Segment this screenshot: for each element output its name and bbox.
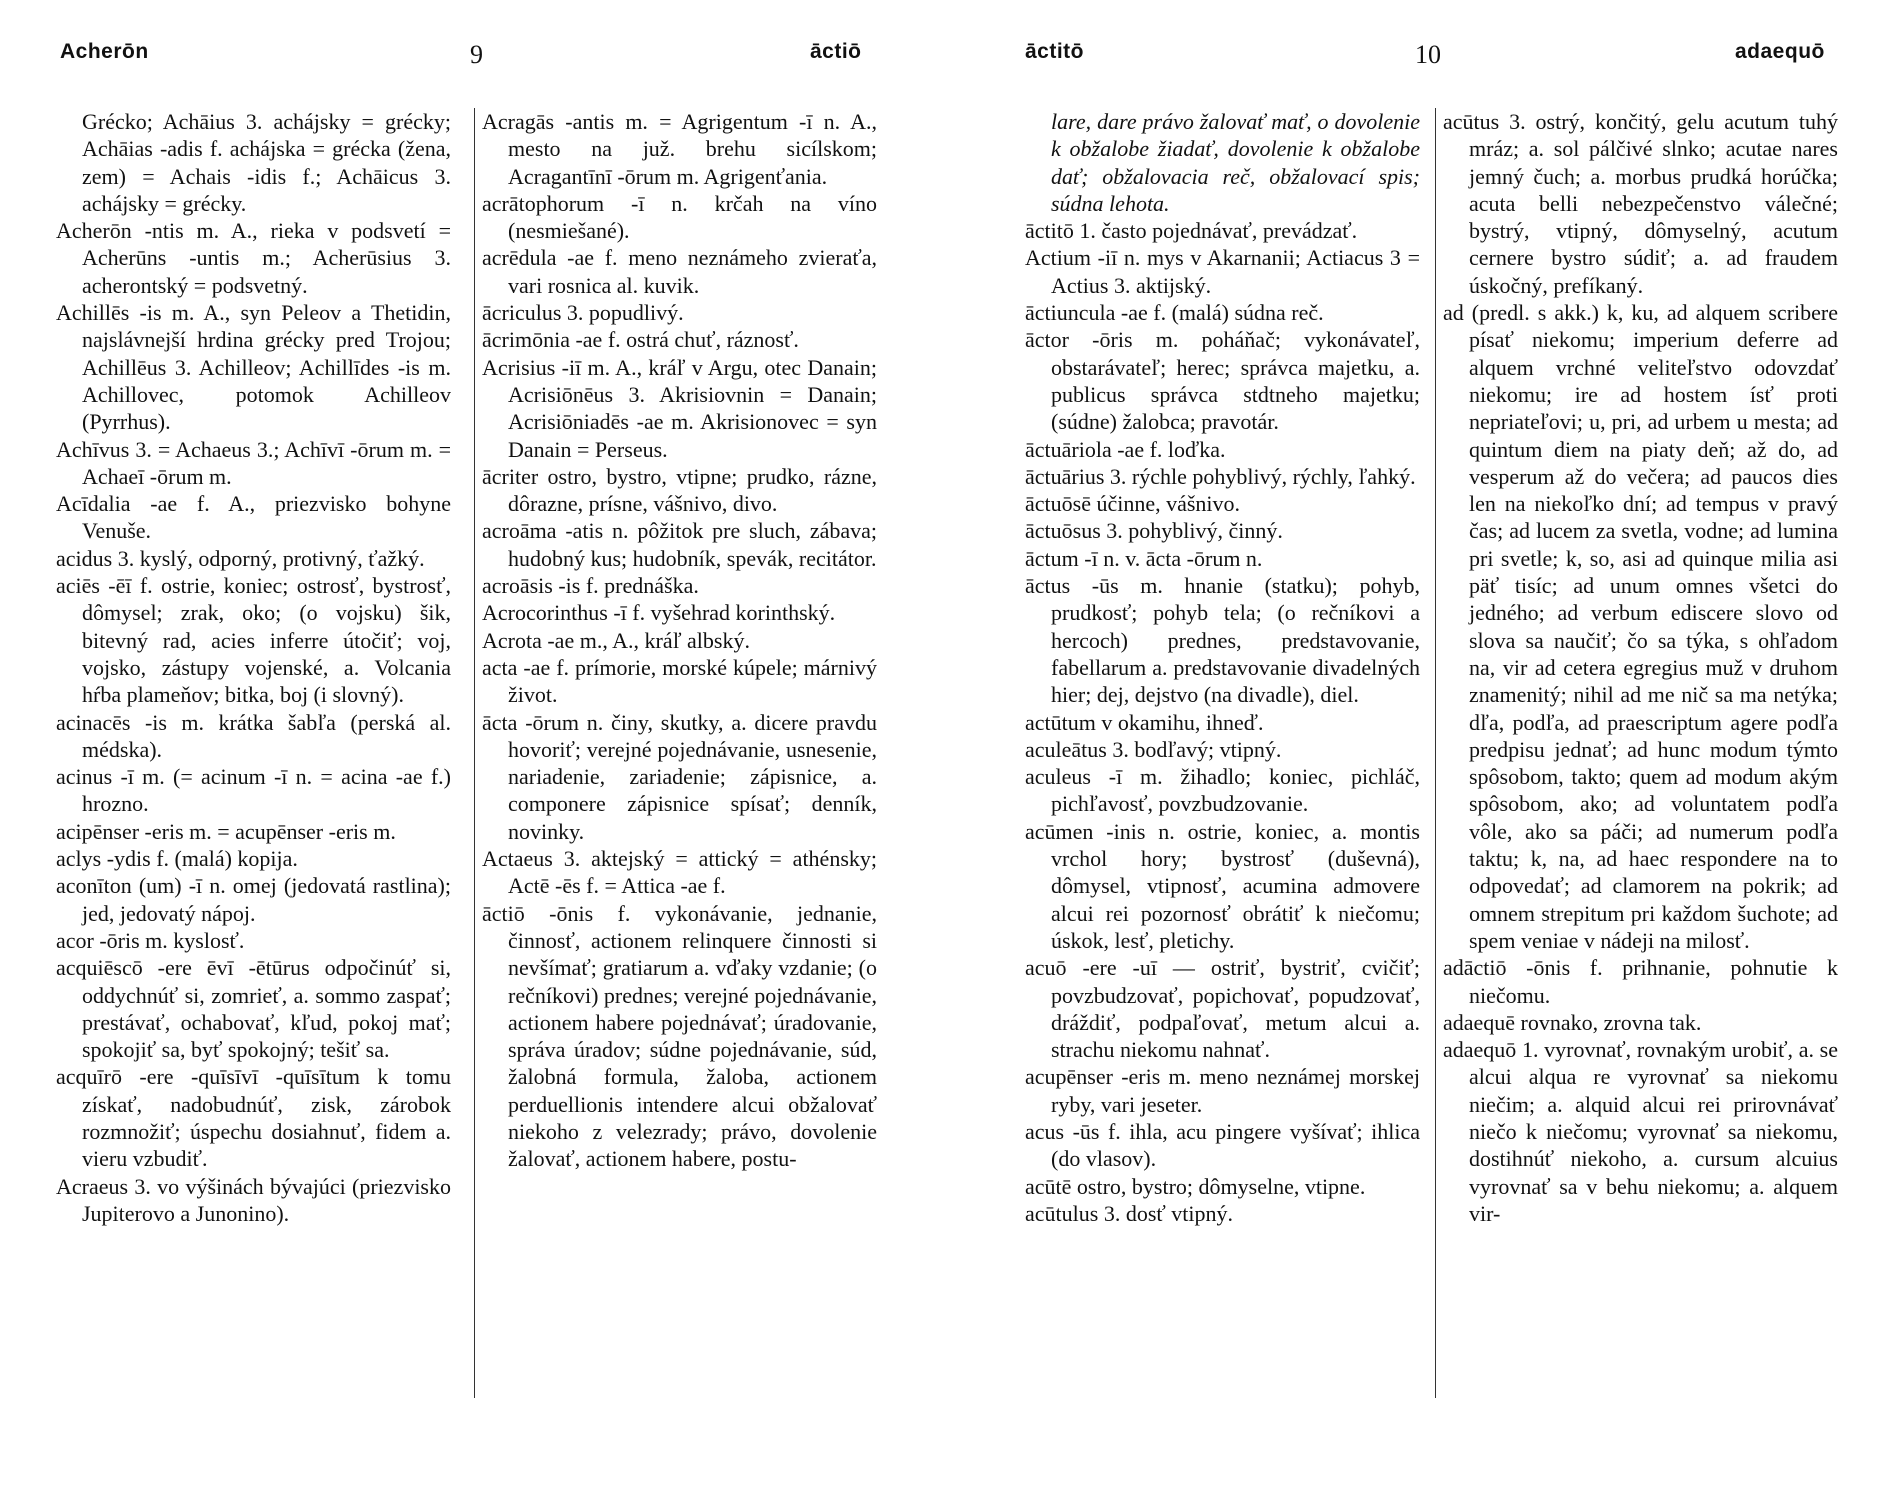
dictionary-entry: acroāma -atis n. pôžitok pre sluch, zábava; hudobný kus; hudobník, spevák, recitátor. xyxy=(482,518,877,571)
right-page xyxy=(1005,0,1888,1500)
dictionary-entry: Acragās -antis m. = Agrigentum -ī n. A., mesto na juž. brehu sicílskom; Acragantīnī -ōrum m. Agrigenťania. xyxy=(482,109,877,189)
dictionary-entry: āctiuncula -ae f. (malá) súdna reč. xyxy=(1025,300,1324,326)
dictionary-entry: acquīrō -ere -quīsīvī -quīsītum k tomu získať, nadobudnúť, zisk, zárobok rozmnožiť; úspechu dosiahnuť, fidem a. vieru vzbudiť. xyxy=(56,1064,451,1172)
dictionary-entry: acinus -ī m. (= acinum -ī n. = acina -ae f.) hrozno. xyxy=(56,764,451,817)
dictionary-entry: aclys -ydis f. (malá) kopija. xyxy=(56,846,298,872)
dictionary-entry: acta -ae f. prímorie, morské kúpele; márnivý život. xyxy=(482,654,877,708)
dictionary-entry: adāctiō -ōnis f. prihnanie, pohnutie k niečomu. xyxy=(1443,955,1838,1008)
dictionary-entry: acroāsis -is f. prednáška. xyxy=(482,573,699,599)
dictionary-entry: acor -ōris m. kyslosť. xyxy=(56,927,245,953)
left-page-column-1 xyxy=(56,108,451,1227)
right-header-first-word: āctitō xyxy=(1025,40,1085,63)
right-page-column-1 xyxy=(1025,108,1420,1227)
dictionary-entry: āctiō -ōnis f. vykonávanie, jednanie, činnosť, actionem relinquere činnosti si nevšímať; gratiarum a. vďaky vzdanie; (o rečníkovi) prednes; verejné pojednávanie, actionem habere pojednávať; úradovanie, správa úradov; súdne pojednávanie, súd, žalobná formula, žaloba, actionem perduellionis intendere alcui obžalovať niekoho z velezrady; právo, dovolenie žalovať, actionem habere, postu- xyxy=(482,900,877,1172)
dictionary-entry: Actium -iī n. mys v Akarnanii; Actiacus 3 = Actius 3. aktijský. xyxy=(1025,245,1420,298)
dictionary-entry: āctum -ī n. v. ācta -ōrum n. xyxy=(1025,545,1263,571)
dictionary-entry: acūtulus 3. dosť vtipný. xyxy=(1025,1200,1234,1226)
left-page-number: 9 xyxy=(470,40,483,69)
dictionary-entry: acupēnser -eris m. meno neznámej morskej ryby, vari jeseter. xyxy=(1025,1064,1420,1117)
dictionary-entry: acrēdula -ae f. meno neznámeho zvieraťa, vari rosnica al. kuvik. xyxy=(482,245,877,298)
dictionary-entry: acquiēscō -ere ēvī -ētūrus odpočinúť si, oddychnúť si, zomrieť, a. sommo zaspať; prestávať, ochabovať, kľud, pokoj mať; spokojiť sa, byť spokojný; tešiť sa. xyxy=(56,955,451,1063)
right-header-last-word: adaequō xyxy=(1735,40,1825,63)
dictionary-entry: acipēnser -eris m. = acupēnser -eris m. xyxy=(56,818,396,844)
left-header-first-word: Acherōn xyxy=(60,40,149,63)
dictionary-entry: āctuārius 3. rýchle pohyblivý, rýchly, ľahký. xyxy=(1025,463,1416,489)
dictionary-entry: acus -ūs f. ihla, acu pingere vyšívať; ihlica (do vlasov). xyxy=(1025,1118,1420,1172)
right-page-column-2 xyxy=(1443,108,1838,1227)
dictionary-entry: āctuōsus 3. pohyblivý, činný. xyxy=(1025,518,1283,544)
dictionary-entry: ācriter ostro, bystro, vtipne; prudko, rázne, dôrazne, prísne, vášnivo, divo. xyxy=(482,463,877,517)
dictionary-entry: acuō -ere -uī — ostriť, bystriť, cvičiť; povzbudzovať, popichovať, popudzovať, dráždiť, podpaľovať, metum alcui a. strachu niekomu nahnať. xyxy=(1025,955,1420,1063)
dictionary-entry: Acherōn -ntis m. A., rieka v podsvetí = Acherūns -untis m.; Acherūsius 3. acherontský = podsvetný. xyxy=(56,218,451,298)
dictionary-entry: aconīton (um) -ī n. omej (jedovatá rastlina); jed, jedovatý nápoj. xyxy=(56,873,451,926)
left-page-column-2 xyxy=(482,108,877,1173)
dictionary-entry: Achillēs -is m. A., syn Peleov a Thetidin, najslávnejší hrdina grécky pred Trojou; Achillēus 3. Achilleov; Achillīdes -is m. Achillovec, potomok Achilleov (Pyrrhus). xyxy=(56,300,451,435)
dictionary-entry: acūmen -inis n. ostrie, koniec, a. montis vrchol hory; bystrosť (duševná), dômysel, vtipnosť, acumina admovere alcui rei pozornosť obrátiť k niečomu; úskok, lesť, pletichy. xyxy=(1025,818,1420,953)
left-page-header xyxy=(0,40,930,76)
dictionary-entry: Acraeus 3. vo výšinách bývajúci (priezvisko Jupiterovo a Junonino). xyxy=(56,1173,451,1226)
dictionary-entry: acinacēs -is m. krátka šabľa (perská al. médska). xyxy=(56,709,451,762)
dictionary-entry: āctuāriola -ae f. loďka. xyxy=(1025,436,1226,462)
dictionary-entry: acūtē ostro, bystro; dômyselne, vtipne. xyxy=(1025,1173,1366,1199)
right-page-number: 10 xyxy=(1415,40,1441,69)
dictionary-entry: āctus -ūs m. hnanie (statku); pohyb, prudkosť; pohyb tela; (o rečníkovi a hercoch) prednes, predstavovanie, fabellarum a. predstavovanie divadelných hier; dej, dejstvo (na divadle), diel. xyxy=(1025,573,1420,708)
dictionary-entry: Acrocorinthus -ī f. vyšehrad korinthský. xyxy=(482,600,836,626)
column-divider xyxy=(1435,108,1436,1398)
dictionary-entry: aculeus -ī m. žihadlo; koniec, pichláč, pichľavosť, povzbudzovanie. xyxy=(1025,764,1420,817)
dictionary-entry: lare, dare právo žalovať mať, o dovolenie k obžalobe žiadať, dovolenie k obžalobe dať; obžalovacia reč, obžalovací spis; súdna lehota. xyxy=(1051,109,1420,216)
dictionary-entry: actūtum v okamihu, ihneď. xyxy=(1025,709,1264,735)
dictionary-entry: adaequō 1. vyrovnať, rovnakým urobiť, a. se alcui alqua re vyrovnať sa niekomu niečim; a. alquid alcui rei prirovnávať niečo k niečomu; vyrovnať sa niekomu, dostihnúť niekoho, a. cursum alcuius vyrovnať sa v behu niekomu; a. alquem vir- xyxy=(1443,1037,1838,1226)
right-page-header xyxy=(1005,40,1888,76)
dictionary-entry: āctitō 1. často pojednávať, prevádzať. xyxy=(1025,218,1358,244)
dictionary-entry: ad (predl. s akk.) k, ku, ad alquem scribere písať niekomu; imperium deferre ad alquem vrchné veliteľstvo odovzdať niekomu; ire ad hostem ísť proti nepriateľovi; u, pri, ad urbem u mesta; ad quintum diem na piaty deň; až do, ad vesperum až do večera; ad paucos dies len na niekoľko dní; ad tempus v pravý čas; ad lucem za svetla, vodne; ad lumina pri svetle; k, so, asi ad quinque milia asi päť tisíc; ad unum omnes všetci do jedného; ad verbum ediscere slovo od slova sa naučiť; čo sa týka, s ohľadom na, vir ad cetera egregius muž v druhom znamenitý; nihil ad me nič sa ma netýka; dľa, podľa, ad praescriptum agere podľa predpisu jednať; ad hunc modum týmto spôsobom, takto; quem ad modum akým spôsobom, ako; ad voluntatem podľa vôle, ako sa páči; ad numerum podľa taktu; k, na, ad haec respondere na to odpovedať; ad clamorem na pokrik; ad omnem strepitum pri každom šuchote; ad spem veniae v nádeji na milosť. xyxy=(1443,300,1838,953)
dictionary-entry: āctuōsē účinne, vášnivo. xyxy=(1025,491,1241,517)
dictionary-entry: acrātophorum -ī n. krčah na víno (nesmiešané). xyxy=(482,190,877,244)
column-divider xyxy=(474,108,475,1398)
dictionary-entry: acūtus 3. ostrý, končitý, gelu acutum tuhý mráz; a. sol pálčivé slnko; acutae nares jemný čuch; a. morbus prudká horúčka; acuta belli nebezpečenstvo válečné; bystrý, vtipný, dômyselný, acutum cernere bystro súdiť; a. ad fraudem úskočný, prefíkaný. xyxy=(1443,109,1838,298)
dictionary-entry: Actaeus 3. aktejský = attický = athénsky; Actē -ēs f. = Attica -ae f. xyxy=(482,846,877,899)
dictionary-entry: Grécko; Achāius 3. achájsky = grécky; Achāias -adis f. achájska = grécka (žena, zem) = Achais -idis f.; Achāicus 3. achájsky = grécky. xyxy=(82,109,451,216)
dictionary-entry: Acrota -ae m., A., kráľ albský. xyxy=(482,627,750,653)
dictionary-entry: Achīvus 3. = Achaeus 3.; Achīvī -ōrum m. = Achaeī -ōrum m. xyxy=(56,436,451,489)
dictionary-entry: ācta -ōrum n. činy, skutky, a. dicere pravdu hovoriť; verejné pojednávanie, usnesenie, nariadenie, zariadenie; zápisnice, a. componere zápisnice spísať; denník, novinky. xyxy=(482,709,877,844)
dictionary-entry: acidus 3. kyslý, odporný, protivný, ťažký. xyxy=(56,545,425,571)
dictionary-entry: ācriculus 3. popudlivý. xyxy=(482,300,684,326)
left-header-last-word: āctiō xyxy=(810,40,862,63)
dictionary-entry: aculeātus 3. bodľavý; vtipný. xyxy=(1025,736,1282,762)
dictionary-entry: aciēs -ēī f. ostrie, koniec; ostrosť, bystrosť, dômysel; zrak, oko; (o vojsku) šik, bitevný rad, acies inferre útočiť; voj, vojsko, zástupy vojenské, a. Volcania hŕba plameňov; bitka, boj (i slovný). xyxy=(56,573,451,708)
dictionary-entry: Acīdalia -ae f. A., priezvisko bohyne Venuše. xyxy=(56,491,451,544)
dictionary-entry: adaequē rovnako, zrovna tak. xyxy=(1443,1009,1702,1035)
dictionary-entry: ācrimōnia -ae f. ostrá chuť, ráznosť. xyxy=(482,327,799,353)
left-page xyxy=(0,0,930,1500)
dictionary-entry: āctor -ōris m. poháňač; vykonávateľ, obstarávateľ; herec; správca majetku, a. publicus správca stdtneho majetku; (súdne) žalobca; pravotár. xyxy=(1025,327,1420,435)
dictionary-entry: Acrisius -iī m. A., kráľ v Argu, otec Danain; Acrisiōnēus 3. Akrisiovnin = Danain; Acrisiōniadēs -ae m. Akrisionovec = syn Danain = Perseus. xyxy=(482,354,877,462)
